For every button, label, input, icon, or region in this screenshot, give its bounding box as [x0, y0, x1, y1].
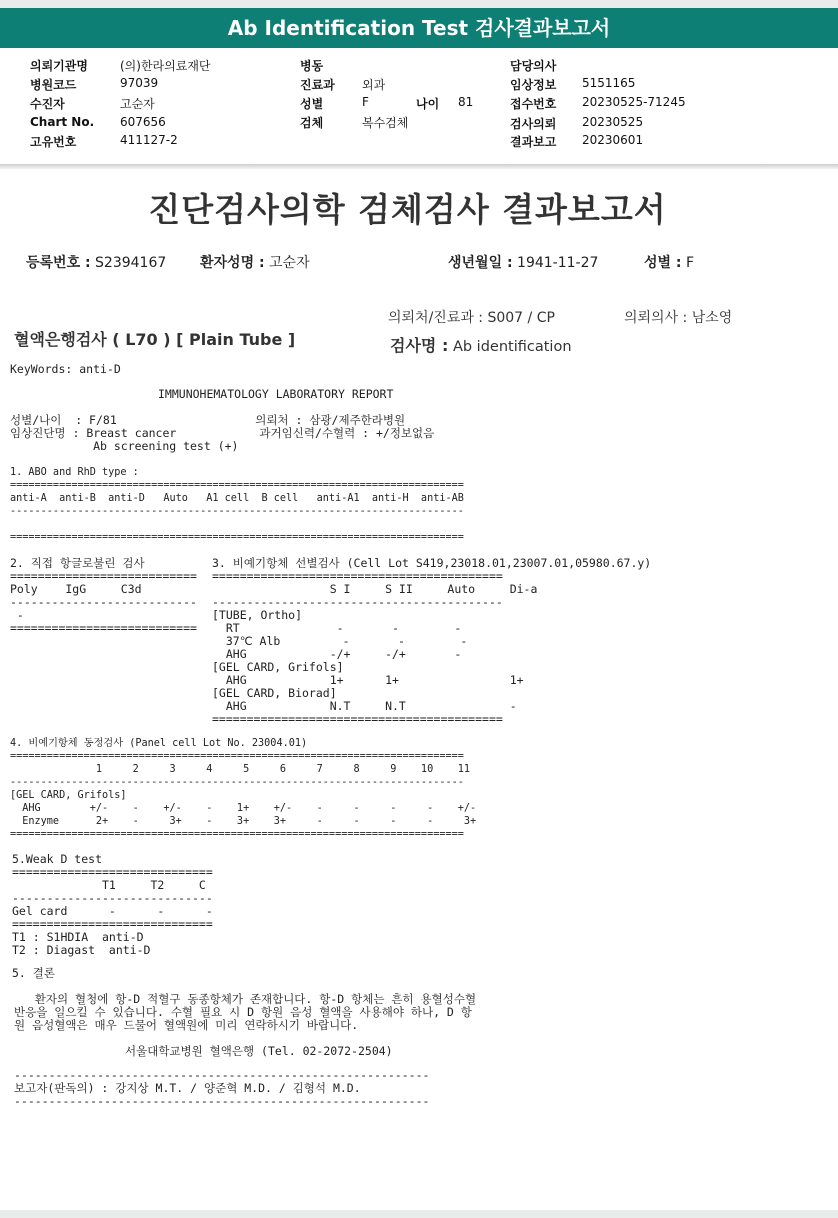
sex-label: 성별 — [300, 97, 324, 111]
reporter-block: ------------------------------------------------------------ 보고자(판독의) : 강지상 M.T. / 양준혁 M.D. / 김형석 M.D. ------------------------------------------------------------ — [14, 1068, 430, 1108]
conclusion-title: 5. 결론 — [12, 966, 55, 980]
age-value: 81 — [458, 95, 474, 109]
abo-rhd-section: 1. ABO and RhD type : ========================================================================== anti-A anti-B anti-D Auto A1 cell B cell anti-A1 anti-H anti-AB -------------------------------------------------------------------------- ========================================================================== — [10, 467, 464, 543]
name-label: 환자성명 : — [200, 255, 265, 271]
receipt-value: 20230525-71245 — [582, 95, 686, 109]
birth-date — [448, 252, 598, 272]
report-document — [0, 170, 838, 1210]
requesting-doctor: 의뢰의사 : 남소영 — [624, 310, 733, 326]
patient-value: 고순자 — [120, 97, 155, 111]
institution-label: 의뢰기관명 — [30, 59, 88, 73]
specimen-value: 복수검체 — [362, 116, 409, 130]
receipt-label: 접수번호 — [510, 97, 557, 111]
request-label: 검사의뢰 — [510, 117, 557, 131]
sex-value: F — [362, 95, 369, 109]
requester-info: 의뢰처/진료과 : S007 / CP — [388, 310, 555, 326]
unique-label: 고유번호 — [30, 135, 77, 149]
dept-value: 외과 — [362, 78, 386, 92]
patient-label: 수진자 — [30, 97, 65, 111]
reg-value: S2394167 — [95, 255, 167, 271]
dob-value: 1941-11-27 — [517, 255, 599, 271]
bottom-strip — [0, 1210, 838, 1218]
report-title: 진단검사의학 검체검사 결과보고서 — [148, 190, 667, 229]
header-separator — [0, 164, 838, 169]
test-name — [390, 333, 572, 356]
chart-value: 607656 — [120, 115, 166, 129]
test-category: 혈액은행검사 ( L70 ) [ Plain Tube ] — [14, 330, 296, 349]
ward-label: 병동 — [300, 59, 324, 73]
blood-bank-contact: 서울대학교병원 혈액은행 (Tel. 02-2072-2504) — [125, 1044, 393, 1058]
report-date-label: 결과보고 — [510, 135, 557, 149]
reg-number — [26, 252, 166, 272]
dat-section: 2. 직접 항글로불린 검사 =========================== Poly IgG C3d --------------------------- - =========================== — [10, 556, 197, 635]
chart-label: Chart No. — [30, 115, 95, 129]
rsex-label: 성별 : — [644, 255, 682, 271]
specimen-label: 검체 — [300, 116, 324, 130]
weak-d-section: 5.Weak D test ============================= T1 T2 C ----------------------------- Gel card - - - ============================= T1 : S1HDIA anti-D T2 : Diagast anti-D — [12, 852, 213, 957]
antibody-screening-section: 3. 비예기항체 선별검사 (Cell Lot S419,23018.01,23007.01,05980.67.y) ========================================== S I S II Auto Di-a ------------------------------------------ [TUBE, Ortho] RT - - - 37℃ Alb - - - AHG -/+ -/+ - [GEL CARD, Grifols] AHG 1+ 1+ 1+ [GEL CARD, Biorad] AHG N.T N.T - ========================================== — [212, 556, 652, 726]
clinical-label: 임상정보 — [510, 78, 557, 92]
keywords: KeyWords: anti-D — [10, 362, 121, 376]
dept-label: 진료과 — [300, 78, 335, 92]
patient-sex — [644, 252, 694, 272]
unique-value: 411127-2 — [120, 133, 178, 147]
patient-info-block: 성별/나이 : F/81 의뢰처 : 삼광/제주한라병원 임상진단명 : Breast cancer 과거임신력/수혈력 : +/정보없음 Ab screening test (+) — [10, 413, 435, 453]
test-name-label: 검사명 : — [390, 336, 449, 355]
request-value: 20230525 — [582, 115, 644, 129]
report-date-value: 20230601 — [582, 133, 644, 147]
reg-label: 등록번호 : — [26, 255, 91, 271]
clinical-value: 5151165 — [582, 76, 636, 90]
test-name-value: Ab identification — [452, 339, 572, 355]
name-value: 고순자 — [269, 255, 310, 271]
institution-value: (의)한라의료재단 — [120, 59, 211, 73]
patient-name — [200, 252, 310, 272]
rsex-value: F — [685, 255, 695, 271]
antibody-identification-section: 4. 비예기항체 동정검사 (Panel cell Lot No. 23004.01) ========================================================================== 1 2 3 4 5 6 7 8 9 10 11 -------------------------------------------------------------------------- [GEL CARD, Grifols] AHG +/- - +/- - 1+ +/- - - - - +/- Enzyme 2+ - 3+ - 3+ 3+ - - - - 3+ ========================================================================== — [10, 738, 477, 840]
dob-label: 생년월일 : — [448, 255, 513, 271]
hospital-code-label: 병원코드 — [30, 78, 77, 92]
report-banner-title: Ab Identification Test 검사결과보고서 — [0, 8, 838, 48]
lab-report-heading: IMMUNOHEMATOLOGY LABORATORY REPORT — [158, 387, 394, 401]
age-label: 나이 — [416, 97, 440, 111]
top-strip — [0, 0, 838, 8]
conclusion-text: 환자의 혈청에 항-D 적혈구 동종항체가 존재합니다. 항-D 항체는 흔히 용혈성수혈 반응을 일으킬 수 있습니다. 수혈 필요 시 D 항원 음성 혈액을 사용해야 하나, D 항 원 음성혈액은 매우 드물어 혈액원에 미리 연락하시기 바랍니다. — [14, 992, 477, 1032]
doctor-label: 담당의사 — [510, 59, 557, 73]
hospital-code-value: 97039 — [120, 76, 159, 90]
